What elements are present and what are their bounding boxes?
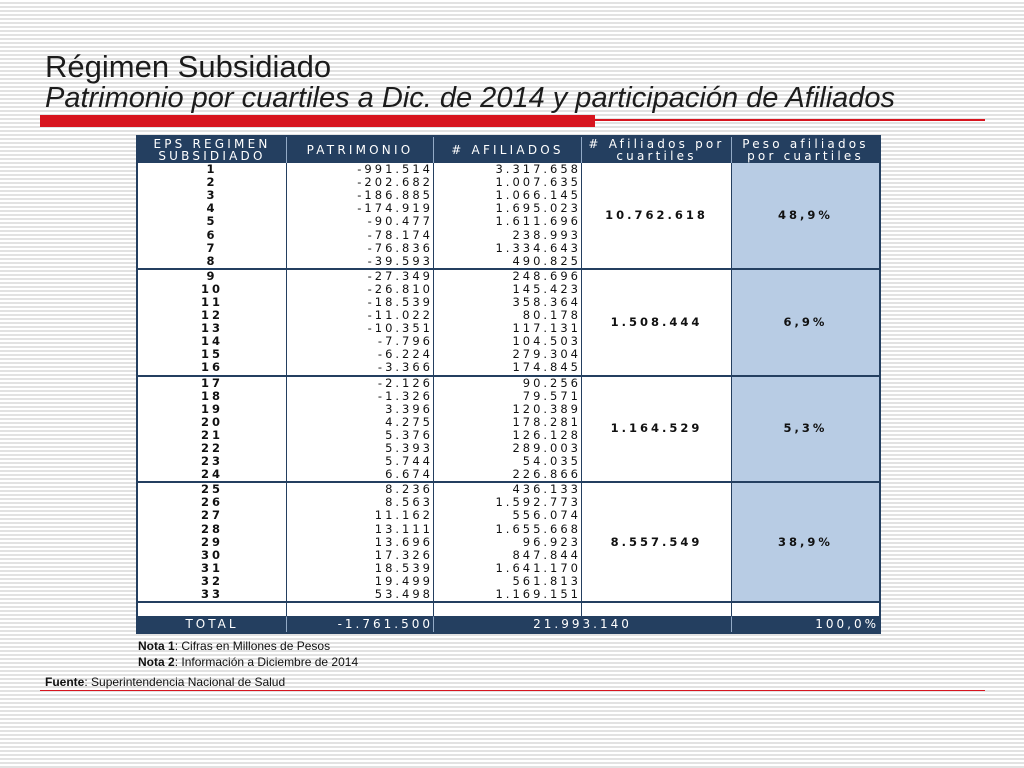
patrimonio-cell: -76.836 (286, 242, 433, 255)
column-header-eps (138, 137, 286, 163)
note-2 (138, 655, 358, 669)
afiliados-cell: 226.866 (433, 468, 581, 483)
afiliados-cell: 490.825 (433, 255, 581, 270)
spacer-cell (581, 603, 731, 616)
afiliados-cell: 1.641.170 (433, 562, 581, 575)
patrimonio-cell: 18.539 (286, 562, 433, 575)
eps-cell: 31 (200, 561, 223, 575)
spacer-cell (433, 603, 581, 616)
column-header-line: cuartiles (616, 149, 697, 163)
total-afiliados: 21.993.140 (433, 616, 731, 632)
afiliados-cell: 117.131 (433, 322, 581, 335)
afiliados-cell: 90.256 (433, 377, 581, 390)
patrimonio-cell: 8.563 (286, 496, 433, 509)
afiliados-cell: 556.074 (433, 509, 581, 522)
afiliados-cell: 145.423 (433, 283, 581, 296)
afiliados-cell: 1.066.145 (433, 189, 581, 202)
note-text: : Información a Diciembre de 2014 (174, 655, 359, 669)
patrimonio-cell: -26.810 (286, 283, 433, 296)
quartile-peso-cell: 48,9% (731, 163, 879, 270)
source-text: : Superintendencia Nacional de Salud (84, 675, 286, 689)
afiliados-cell: 174.845 (433, 361, 581, 376)
patrimonio-cell: -11.022 (286, 309, 433, 322)
spacer-cell (286, 603, 433, 616)
afiliados-cell: 1.695.023 (433, 202, 581, 215)
patrimonio-cell: 3.396 (286, 403, 433, 416)
eps-cell: 4 (206, 202, 218, 216)
eps-cell: 10 (200, 282, 223, 296)
table-body (138, 163, 879, 603)
title-accent-line (595, 119, 985, 121)
spacer-row (138, 603, 879, 616)
eps-cell: 20 (200, 415, 223, 429)
afiliados-cell: 79.571 (433, 390, 581, 403)
note-label: Nota 1 (138, 639, 175, 653)
patrimonio-cell: 6.674 (286, 468, 433, 483)
table-row (138, 483, 879, 496)
afiliados-cell: 561.813 (433, 575, 581, 588)
table-row (138, 163, 879, 176)
eps-cell: 26 (200, 496, 223, 510)
column-header-line: # Afiliados por (588, 137, 725, 151)
column-header-line: por cuartiles (747, 149, 864, 163)
quartile-afiliados-cell: 10.762.618 (581, 163, 731, 270)
table-header-row (138, 137, 879, 163)
column-header-peso-cuartil (731, 137, 879, 163)
column-header-afiliados-cuartil (581, 137, 731, 163)
patrimonio-cell: 17.326 (286, 549, 433, 562)
total-label: TOTAL (138, 616, 286, 632)
afiliados-cell: 248.696 (433, 270, 581, 283)
patrimonio-cell: -7.796 (286, 335, 433, 348)
afiliados-cell: 238.993 (433, 228, 581, 241)
quartile-afiliados-cell: 1.164.529 (581, 377, 731, 484)
title-accent-bar (40, 115, 595, 127)
column-header-line: SUBSIDIADO (158, 149, 266, 163)
patrimonio-cell: -3.366 (286, 361, 433, 376)
patrimonio-cell: -10.351 (286, 322, 433, 335)
eps-cell: 27 (200, 509, 223, 523)
eps-cell: 14 (200, 335, 223, 349)
patrimonio-cell: 5.393 (286, 442, 433, 455)
patrimonio-cell: -174.919 (286, 202, 433, 215)
patrimonio-cell: -202.682 (286, 176, 433, 189)
eps-cell: 24 (138, 468, 286, 483)
afiliados-cell: 436.133 (433, 483, 581, 496)
eps-cell: 25 (200, 483, 223, 497)
footer-divider (40, 690, 985, 691)
afiliados-cell: 1.007.635 (433, 176, 581, 189)
eps-cell: 5 (206, 215, 218, 229)
eps-cell: 30 (200, 548, 223, 562)
eps-cell: 19 (200, 402, 223, 416)
eps-cell: 1 (206, 163, 218, 177)
column-header-line: Peso afiliados (742, 137, 869, 151)
quartile-afiliados-cell: 8.557.549 (581, 483, 731, 603)
eps-cell: 18 (200, 389, 223, 403)
patrimonio-cell: 11.162 (286, 509, 433, 522)
eps-cell: 15 (200, 348, 223, 362)
afiliados-cell: 120.389 (433, 403, 581, 416)
afiliados-cell: 3.317.658 (433, 163, 581, 176)
eps-cell: 29 (200, 535, 223, 549)
quartile-peso-cell: 38,9% (731, 483, 879, 603)
afiliados-cell: 178.281 (433, 416, 581, 429)
eps-cell: 22 (200, 441, 223, 456)
eps-cell: 23 (200, 455, 223, 469)
eps-cell: 7 (206, 241, 218, 255)
afiliados-cell: 1.655.668 (433, 523, 581, 536)
afiliados-cell: 96.923 (433, 536, 581, 549)
total-peso: 100,0% (731, 616, 879, 632)
eps-cell: 11 (200, 295, 223, 309)
quartile-afiliados-cell: 1.508.444 (581, 270, 731, 377)
note-text: : Cifras en Millones de Pesos (174, 639, 331, 653)
eps-cell: 12 (200, 309, 223, 323)
quartile-peso-cell: 6,9% (731, 270, 879, 377)
patrimonio-cell: 19.499 (286, 575, 433, 588)
eps-cell: 28 (200, 522, 223, 536)
patrimonio-cell: -2.126 (286, 377, 433, 390)
patrimonio-cell: -27.349 (286, 270, 433, 283)
patrimonio-cell: -90.477 (286, 215, 433, 228)
table-row (138, 270, 879, 283)
eps-cell: 13 (200, 322, 223, 336)
total-row (138, 616, 879, 632)
afiliados-cell: 54.035 (433, 455, 581, 468)
table-row (138, 377, 879, 390)
eps-cell: 21 (200, 428, 223, 442)
afiliados-cell: 1.592.773 (433, 496, 581, 509)
table-footer (138, 603, 879, 632)
patrimonio-afiliados-table (138, 137, 879, 632)
eps-cell: 6 (206, 228, 218, 242)
afiliados-cell: 847.844 (433, 549, 581, 562)
eps-cell: 2 (206, 176, 218, 190)
patrimonio-cell: 4.275 (286, 416, 433, 429)
eps-cell: 8 (138, 255, 286, 270)
eps-cell: 17 (200, 376, 223, 390)
afiliados-cell: 126.128 (433, 429, 581, 442)
total-patrimonio: -1.761.500 (286, 616, 433, 632)
quartile-table (136, 135, 881, 634)
patrimonio-cell: 5.744 (286, 455, 433, 468)
spacer-cell (138, 603, 286, 616)
spacer-cell (731, 603, 879, 616)
eps-cell: 32 (200, 574, 223, 588)
afiliados-cell: 289.003 (433, 442, 581, 455)
patrimonio-cell: -78.174 (286, 228, 433, 241)
afiliados-cell: 1.611.696 (433, 215, 581, 228)
note-1 (138, 639, 330, 653)
afiliados-cell: 1.334.643 (433, 242, 581, 255)
slide-subtitle: Patrimonio por cuartiles a Dic. de 2014 y participación de Afiliados (45, 82, 896, 114)
patrimonio-cell: -991.514 (286, 163, 433, 176)
column-header-patrimonio (286, 137, 433, 163)
slide-title: Régimen Subsidiado (45, 49, 332, 84)
eps-cell: 9 (206, 269, 218, 283)
eps-cell: 33 (138, 588, 286, 603)
column-header-line: EPS REGIMEN (153, 137, 271, 151)
patrimonio-cell: 13.111 (286, 523, 433, 536)
patrimonio-cell: 53.498 (286, 588, 433, 603)
patrimonio-cell: 5.376 (286, 429, 433, 442)
patrimonio-cell: -1.326 (286, 390, 433, 403)
quartile-peso-cell: 5,3% (731, 377, 879, 484)
afiliados-cell: 104.503 (433, 335, 581, 348)
column-header-line: PATRIMONIO (306, 142, 414, 157)
patrimonio-cell: -39.593 (286, 255, 433, 270)
patrimonio-cell: 8.236 (286, 483, 433, 496)
note-label: Nota 2 (138, 655, 175, 669)
afiliados-cell: 279.304 (433, 348, 581, 361)
patrimonio-cell: -18.539 (286, 296, 433, 309)
column-header-afiliados (433, 137, 581, 163)
eps-cell: 16 (138, 361, 286, 376)
afiliados-cell: 80.178 (433, 309, 581, 322)
eps-cell: 3 (206, 189, 218, 203)
afiliados-cell: 1.169.151 (433, 588, 581, 603)
column-header-line: # AFILIADOS (451, 142, 564, 157)
patrimonio-cell: -186.885 (286, 189, 433, 202)
source-note (45, 675, 285, 689)
patrimonio-cell: 13.696 (286, 536, 433, 549)
afiliados-cell: 358.364 (433, 296, 581, 309)
source-label: Fuente (45, 675, 85, 689)
patrimonio-cell: -6.224 (286, 348, 433, 361)
